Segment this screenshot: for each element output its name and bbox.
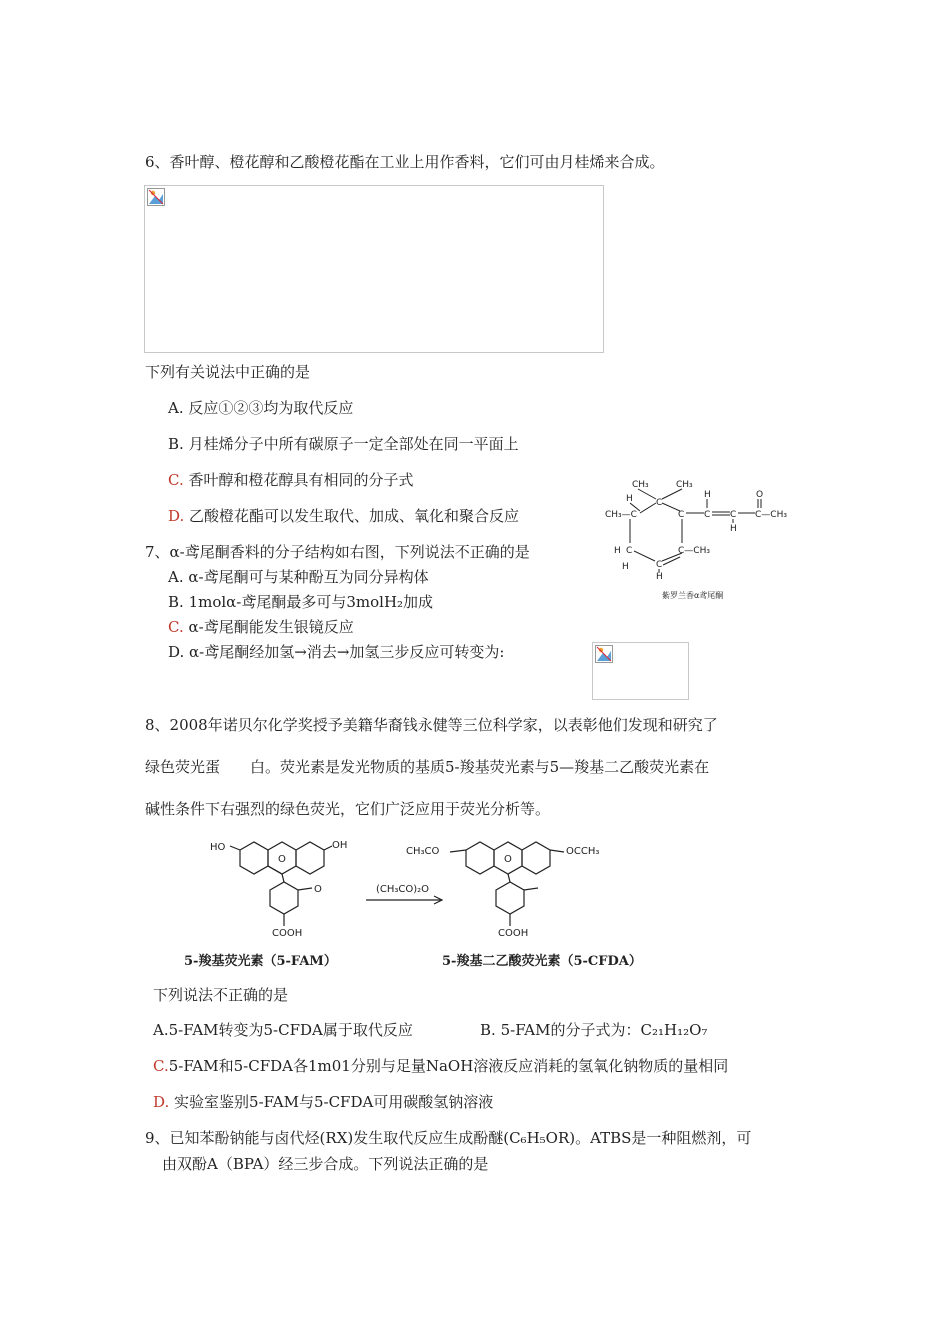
svg-text:紫罗兰香α鸢尾酮: 紫罗兰香α鸢尾酮 bbox=[662, 591, 724, 600]
svg-text:O: O bbox=[314, 884, 322, 895]
svg-text:CH₃—C: CH₃—C bbox=[605, 510, 637, 520]
svg-text:(CH₃CO)₂O: (CH₃CO)₂O bbox=[376, 884, 430, 895]
svg-text:H: H bbox=[704, 490, 711, 500]
q6-stem: 6、香叶醇、橙花醇和乙酸橙花酯在工业上用作香料，它们可由月桂烯来合成。 bbox=[145, 153, 665, 171]
q8-line1: 8、2008年诺贝尔化学奖授予美籍华裔钱永健等三位科学家，以表彰他们发现和研究了 bbox=[145, 716, 718, 734]
svg-text:CH₃: CH₃ bbox=[676, 480, 693, 490]
svg-text:COOH: COOH bbox=[498, 928, 529, 939]
svg-text:C: C bbox=[656, 560, 663, 570]
q6-reaction-image bbox=[144, 185, 604, 353]
q6-option-c: C. 香叶醇和橙花醇具有相同的分子式 bbox=[168, 471, 414, 489]
svg-text:C: C bbox=[656, 498, 663, 508]
q7-option-d: D. α-鸢尾酮经加氢→消去→加氢三步反应可转变为: bbox=[168, 643, 505, 661]
q8-option-d: D. 实验室鉴别5-FAM与5-CFDA可用碳酸氢钠溶液 bbox=[153, 1093, 494, 1111]
svg-text:H: H bbox=[730, 524, 737, 534]
svg-text:OH: OH bbox=[332, 840, 348, 851]
q6-option-a: A. 反应①②③均为取代反应 bbox=[168, 399, 354, 417]
q9-line1: 9、已知苯酚钠能与卤代烃(RX)发生取代反应生成酚醚(C₆H₅OR)。ATBS是一种阻燃剂，可 bbox=[145, 1129, 752, 1147]
broken-image-icon bbox=[595, 645, 613, 663]
broken-image-icon bbox=[147, 188, 165, 206]
q7-stem: 7、α-鸢尾酮香料的分子结构如右图，下列说法不正确的是 bbox=[145, 543, 530, 561]
svg-text:C: C bbox=[678, 510, 685, 520]
q8-option-c: C.5-FAM和5-CFDA各1m01分别与足量NaOH溶液反应消耗的氢氧化钠物质的量相同 bbox=[153, 1057, 729, 1075]
svg-text:H: H bbox=[622, 562, 629, 572]
svg-text:CH₃: CH₃ bbox=[632, 480, 649, 490]
svg-text:5-羧基荧光素（5-FAM）: 5-羧基荧光素（5-FAM） bbox=[184, 954, 337, 969]
q7-product-image bbox=[592, 642, 689, 700]
svg-text:O: O bbox=[504, 854, 512, 865]
q7-option-b: B. 1molα-鸢尾酮最多可与3molH₂加成 bbox=[168, 593, 434, 611]
svg-text:O: O bbox=[278, 854, 286, 865]
q9-line2: 由双酚A（BPA）经三步合成。下列说法正确的是 bbox=[162, 1155, 489, 1173]
svg-text:OCCH₃: OCCH₃ bbox=[566, 846, 600, 857]
svg-text:CH₃CO: CH₃CO bbox=[406, 846, 440, 857]
q8-line2: 绿色荧光蛋 白。荧光素是发光物质的基质5-羧基荧光素与5—羧基二乙酸荧光素在 bbox=[145, 758, 710, 776]
svg-text:5-羧基二乙酸荧光素（5-CFDA）: 5-羧基二乙酸荧光素（5-CFDA） bbox=[442, 954, 642, 969]
q6-prompt: 下列有关说法中正确的是 bbox=[145, 363, 311, 381]
svg-text:COOH: COOH bbox=[272, 928, 303, 939]
svg-text:C: C bbox=[730, 510, 737, 520]
svg-text:HO: HO bbox=[210, 842, 226, 853]
svg-text:C—CH₃: C—CH₃ bbox=[678, 546, 710, 556]
svg-text:C—CH₃: C—CH₃ bbox=[755, 510, 787, 520]
svg-text:H: H bbox=[614, 546, 621, 556]
q8-option-b: B. 5-FAM的分子式为：C₂₁H₁₂O₇ bbox=[480, 1021, 708, 1039]
svg-text:H: H bbox=[656, 572, 663, 582]
q6-option-d: D. 乙酸橙花酯可以发生取代、加成、氧化和聚合反应 bbox=[168, 507, 520, 525]
svg-text:C: C bbox=[704, 510, 711, 520]
q7-option-a: A. α-鸢尾酮可与某种酚互为同分异构体 bbox=[168, 568, 429, 586]
q8-line3: 碱性条件下右强烈的绿色荧光，它们广泛应用于荧光分析等。 bbox=[145, 800, 551, 818]
fluorescein-reaction-figure bbox=[180, 830, 700, 980]
q8-prompt: 下列说法不正确的是 bbox=[153, 986, 289, 1004]
q7-option-c: C. α-鸢尾酮能发生银镜反应 bbox=[168, 618, 354, 636]
alpha-irone-structure bbox=[600, 475, 830, 605]
svg-text:C: C bbox=[626, 546, 633, 556]
svg-text:O: O bbox=[756, 490, 764, 500]
svg-text:H: H bbox=[626, 494, 633, 504]
q8-option-a: A.5-FAM转变为5-CFDA属于取代反应 bbox=[153, 1021, 413, 1039]
q6-option-b: B. 月桂烯分子中所有碳原子一定全部处在同一平面上 bbox=[168, 435, 519, 453]
